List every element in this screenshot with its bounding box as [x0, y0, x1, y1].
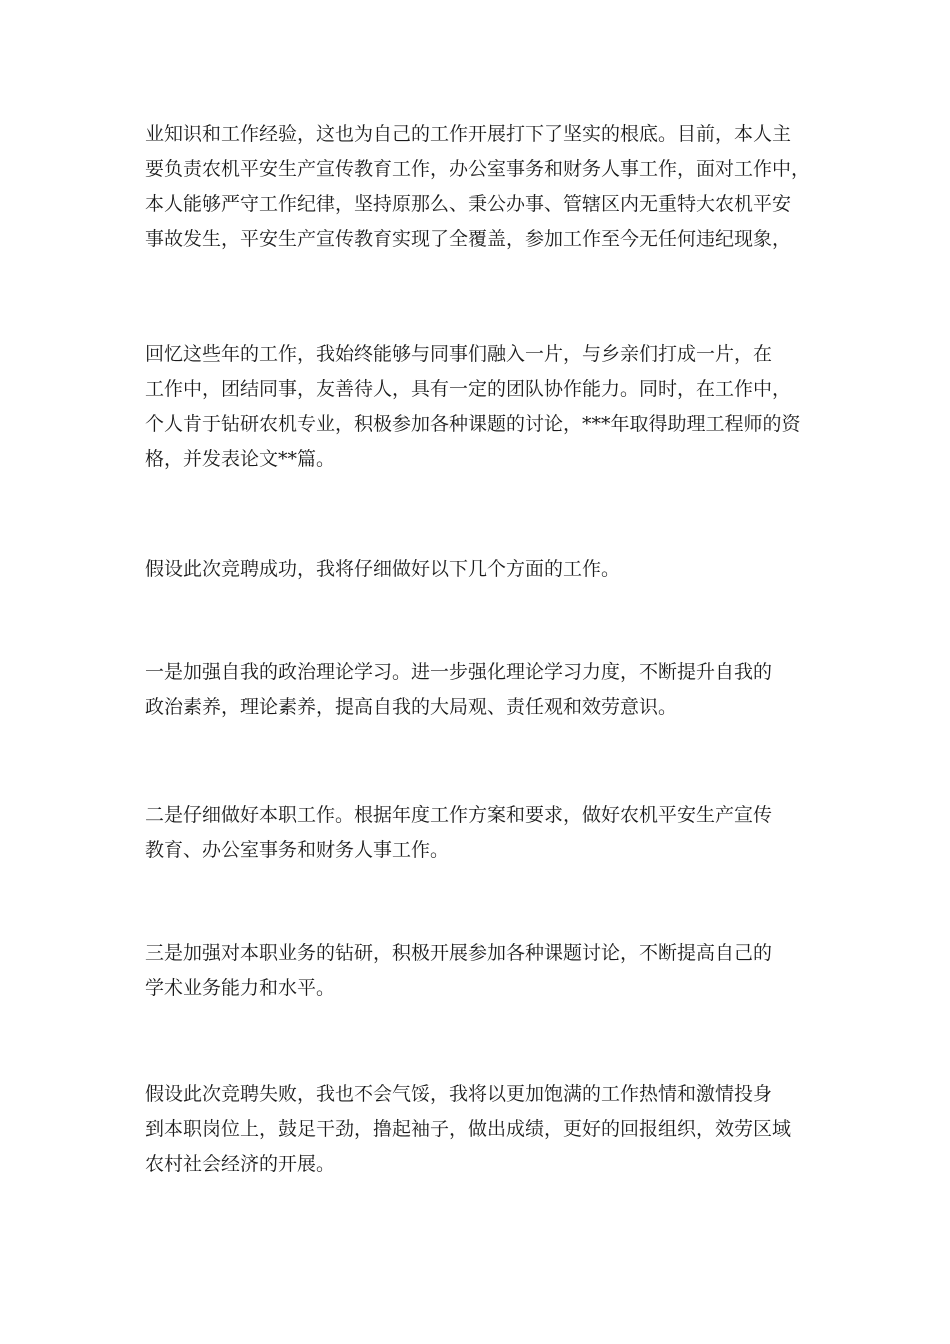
paragraph-item-one: 一是加强自我的政治理论学习。进一步强化理论学习力度，不断提升自我的 政治素养，理论素养，提高自我的大局观、责任观和效劳意识。: [145, 661, 773, 718]
paragraph-work-experience: 业知识和工作经验，这也为自己的工作开展打下了坚实的根底。目前，本人主 要负责农机平安生产宣传教育工作，办公室事务和财务人事工作，面对工作中， 本人能够严守工作纪律，坚持原那么、秉公办事、管辖区内无重特大农机平安 事故发生，平安生产宣传教育实现了全覆盖，参加工作至今无任何违纪现象，: [145, 123, 811, 250]
paragraph-if-failure: 假设此次竞聘失败，我也不会气馁，我将以更加饱满的工作热情和激情投身 到本职岗位上，鼓足干劲，撸起袖子，做出成绩，更好的回报组织，效劳区域 农村社会经济的开展。: [145, 1083, 792, 1175]
paragraph-review: 回忆这些年的工作，我始终能够与同事们融入一片，与乡亲们打成一片，在 工作中，团结同事，友善待人，具有一定的团队协作能力。同时，在工作中， 个人肯于钻研农机专业，积极参加各种课题的讨论，***年取得助理工程师的资 格，并发表论文**篇。: [145, 343, 801, 470]
paragraph-if-success: 假设此次竞聘成功，我将仔细做好以下几个方面的工作。: [145, 558, 621, 580]
paragraph-item-three: 三是加强对本职业务的钻研，积极开展参加各种课题讨论，不断提高自己的 学术业务能力和水平。: [145, 942, 773, 999]
paragraph-item-two: 二是仔细做好本职工作。根据年度工作方案和要求，做好农机平安生产宣传 教育、办公室事务和财务人事工作。: [145, 804, 773, 861]
